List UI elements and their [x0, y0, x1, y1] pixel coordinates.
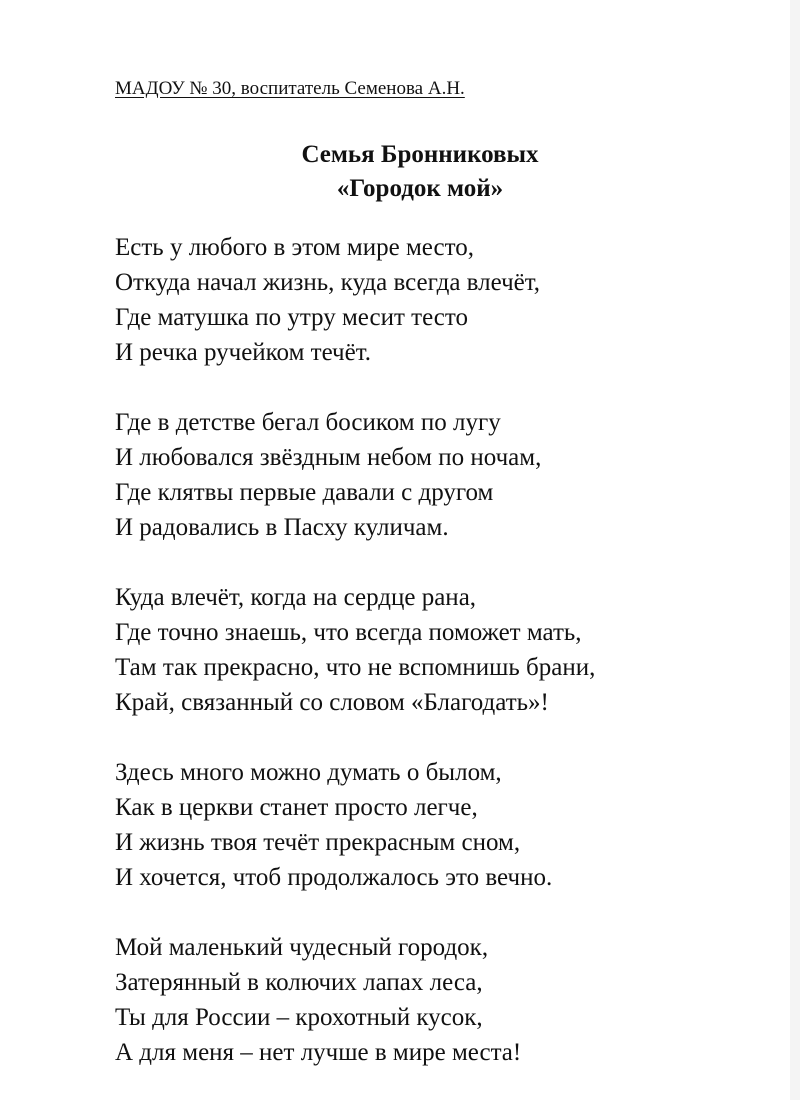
- verse-line: Есть у любого в этом мире место,: [115, 234, 474, 261]
- verse-line: Здесь много можно думать о былом,: [115, 759, 502, 786]
- verse-line: Где клятвы первые давали с другом: [115, 479, 494, 506]
- poem-title: [240, 138, 600, 206]
- verse-line: Край, связанный со словом «Благодать»!: [115, 689, 549, 716]
- verse-line: Как в церкви станет просто легче,: [115, 794, 478, 821]
- verse-line: Там так прекрасно, что не вспомнишь брани,: [115, 654, 596, 681]
- verse-line: Откуда начал жизнь, куда всегда влечёт,: [115, 269, 541, 296]
- verse-line: И жизнь твоя течёт прекрасным сном,: [115, 829, 521, 856]
- verse-line: А для меня – нет лучше в мире места!: [115, 1039, 522, 1066]
- verse-line: Куда влечёт, когда на сердце рана,: [115, 584, 477, 611]
- author-header: МАДОУ № 30, воспитатель Семенова А.Н.: [115, 78, 465, 99]
- stanza-3: [115, 580, 595, 720]
- stanza-4: [115, 755, 595, 895]
- title-family: Семья Бронниковых: [301, 141, 539, 168]
- poem-body: [115, 230, 595, 1070]
- verse-line: Затерянный в колючих лапах леса,: [115, 969, 483, 996]
- title-poem-name: «Городок мой»: [336, 175, 504, 202]
- verse-line: Ты для России – крохотный кусок,: [115, 1004, 483, 1031]
- verse-line: И радовались в Пасху куличам.: [115, 514, 449, 541]
- verse-line: И хочется, чтоб продолжалось это вечно.: [115, 864, 553, 891]
- verse-line: Где в детстве бегал босиком по лугу: [115, 409, 501, 436]
- scan-edge: [790, 0, 800, 1100]
- stanza-1: [115, 230, 595, 370]
- stanza-2: [115, 405, 595, 545]
- verse-line: Где матушка по утру месит тесто: [115, 304, 469, 331]
- verse-line: Где точно знаешь, что всегда поможет мать,: [115, 619, 582, 646]
- verse-line: Мой маленький чудесный городок,: [115, 934, 489, 961]
- verse-line: И любовался звёздным небом по ночам,: [115, 444, 542, 471]
- stanza-5: [115, 930, 595, 1070]
- verse-line: И речка ручейком течёт.: [115, 339, 372, 366]
